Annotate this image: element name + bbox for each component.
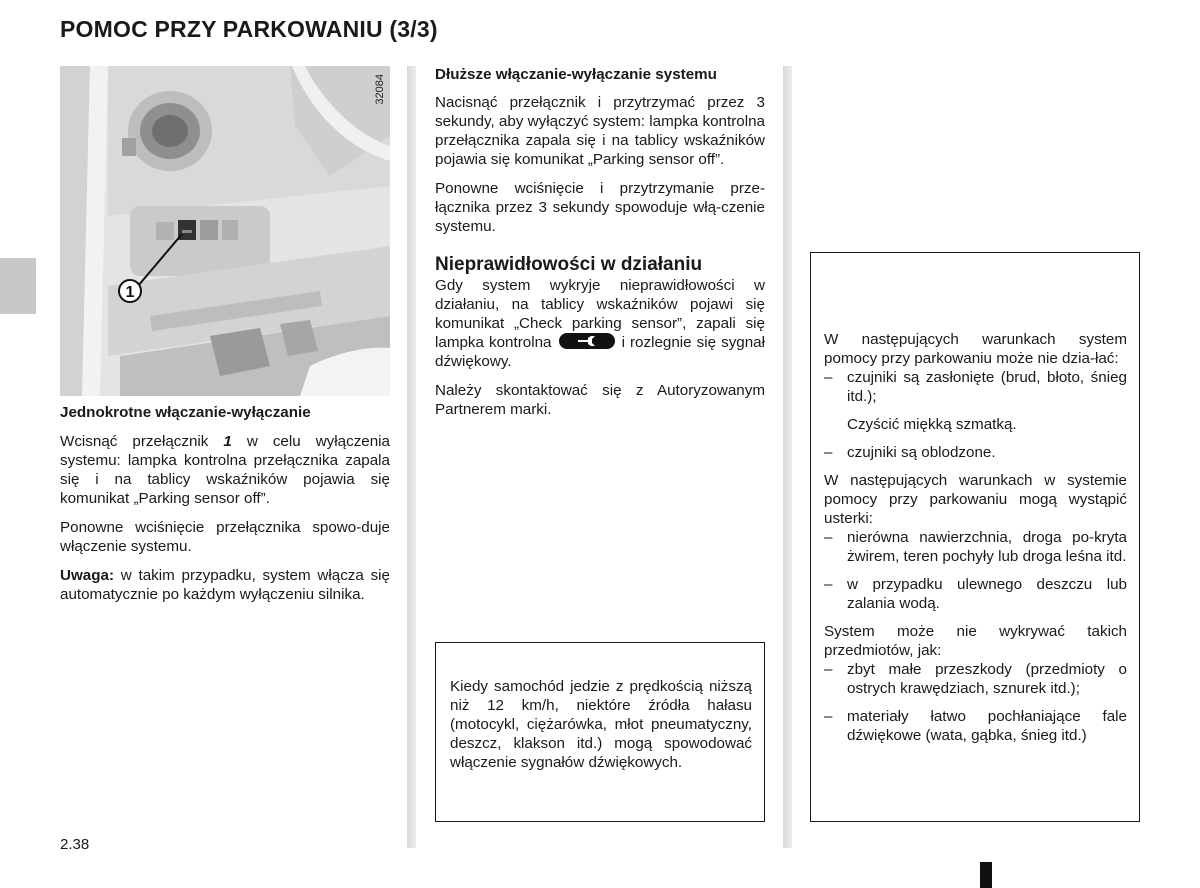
speed-notice-text: Kiedy samochód jedzie z prędkością niższą niż 12 km/h, niektóre źródła hałasu (motocykl, ciężarówka, młot pneumatyczny, deszcz, klakson itd.) mogą spowodować włączenie sygnałów dźwiękowych. — [450, 678, 752, 771]
conditions-intro-3: System może nie wykrywać takich przedmiotów, jak: — [824, 623, 1127, 659]
switch-reference: 1 — [223, 433, 232, 450]
speed-notice-box — [435, 642, 765, 822]
wrench-warning-lamp-icon — [559, 333, 615, 349]
middle-column — [435, 65, 765, 429]
text-fragment: Wcisnąć przełącznik — [60, 433, 224, 450]
paragraph-single-toggle — [60, 432, 390, 508]
list-item: – w przypadku ulewnego deszczu lub zalania wodą. — [824, 575, 1127, 613]
dashboard-illustration — [60, 66, 390, 396]
section-title-malfunction: Nieprawidłowości w działaniu — [435, 254, 703, 275]
text-fragment: w celu wyłączenia systemu: lampka kontrolna przełącznika zapala się i na tablicy wskaźników pojawia się komunikat „Parking sensor off”. — [60, 433, 390, 507]
note-text: w takim przypadku, system włącza się automatycznie po każdym wyłączeniu silnika. — [60, 567, 390, 603]
dashboard-drawing — [60, 66, 390, 396]
paragraph-long-reenable: Ponowne wciśnięcie i przytrzymanie prze-łącznika przez 3 sekundy spowoduje włą-czenie systemu. — [435, 180, 765, 235]
column-divider — [407, 66, 416, 848]
left-column — [60, 403, 390, 614]
paragraph-reenable: Ponowne wciśnięcie przełącznika spowo-duje włączenie systemu. — [60, 519, 390, 555]
chapter-tab — [0, 258, 36, 314]
page-number: 2.38 — [60, 836, 90, 853]
text-fragment: Gdy system wykryje nieprawidłowości w działaniu, na tablicy wskaźników pojawi się komunikat „Check parking sensor”, zapali się lampka kontrolna — [435, 277, 765, 351]
heading-long-toggle: Dłuższe włączanie-wyłączanie systemu — [435, 66, 717, 83]
page-title: POMOC PRZY PARKOWANIU (3/3) — [60, 16, 438, 42]
list-item: – czujniki są zasłonięte (brud, błoto, śnieg itd.); — [824, 368, 1127, 406]
print-mark — [980, 862, 992, 888]
text-fragment: i rozlegnie się sygnał dźwiękowy. — [435, 334, 765, 370]
paragraph-contact: Należy skontaktować się z Autoryzowanym Partnerem marki. — [435, 382, 765, 418]
list-item: – nierówna nawierzchnia, droga po-kryta żwirem, teren pochyły lub droga leśna itd. — [824, 528, 1127, 566]
note-paragraph — [60, 566, 390, 604]
list-item: – materiały łatwo pochłaniające fale dźwiękowe (wata, gąbka, śnieg itd.) — [824, 707, 1127, 745]
callout-number: 1 — [125, 284, 135, 301]
list-item: – czujniki są oblodzone. — [824, 443, 1127, 462]
paragraph-malfunction — [435, 276, 765, 371]
conditions-intro-2: W następujących warunkach w systemie pomocy przy parkowaniu mogą wystąpić usterki: — [824, 472, 1127, 527]
column-divider-right — [783, 66, 792, 848]
figure-code: 32084 — [374, 74, 386, 105]
conditions-box — [810, 252, 1140, 822]
conditions-intro-1: W następujących warunkach system pomocy przy parkowaniu może nie dzia-łać: — [824, 331, 1127, 367]
list-item: – zbyt małe przeszkody (przedmioty o ostrych krawędziach, sznurek itd.); — [824, 660, 1127, 698]
paragraph-long-toggle: Nacisnąć przełącznik i przytrzymać przez 3 sekundy, aby wyłączyć system: lampka kontrolna przełącznika zapala się i na tablicy wskaźników pojawia się komunikat „Parking sensor off”. — [435, 94, 765, 168]
note-label: Uwaga: — [60, 567, 115, 584]
heading-single-toggle: Jednokrotne włączanie-wyłączanie — [60, 404, 311, 421]
list-subitem: Czyścić miękką szmatką. — [847, 416, 1017, 433]
